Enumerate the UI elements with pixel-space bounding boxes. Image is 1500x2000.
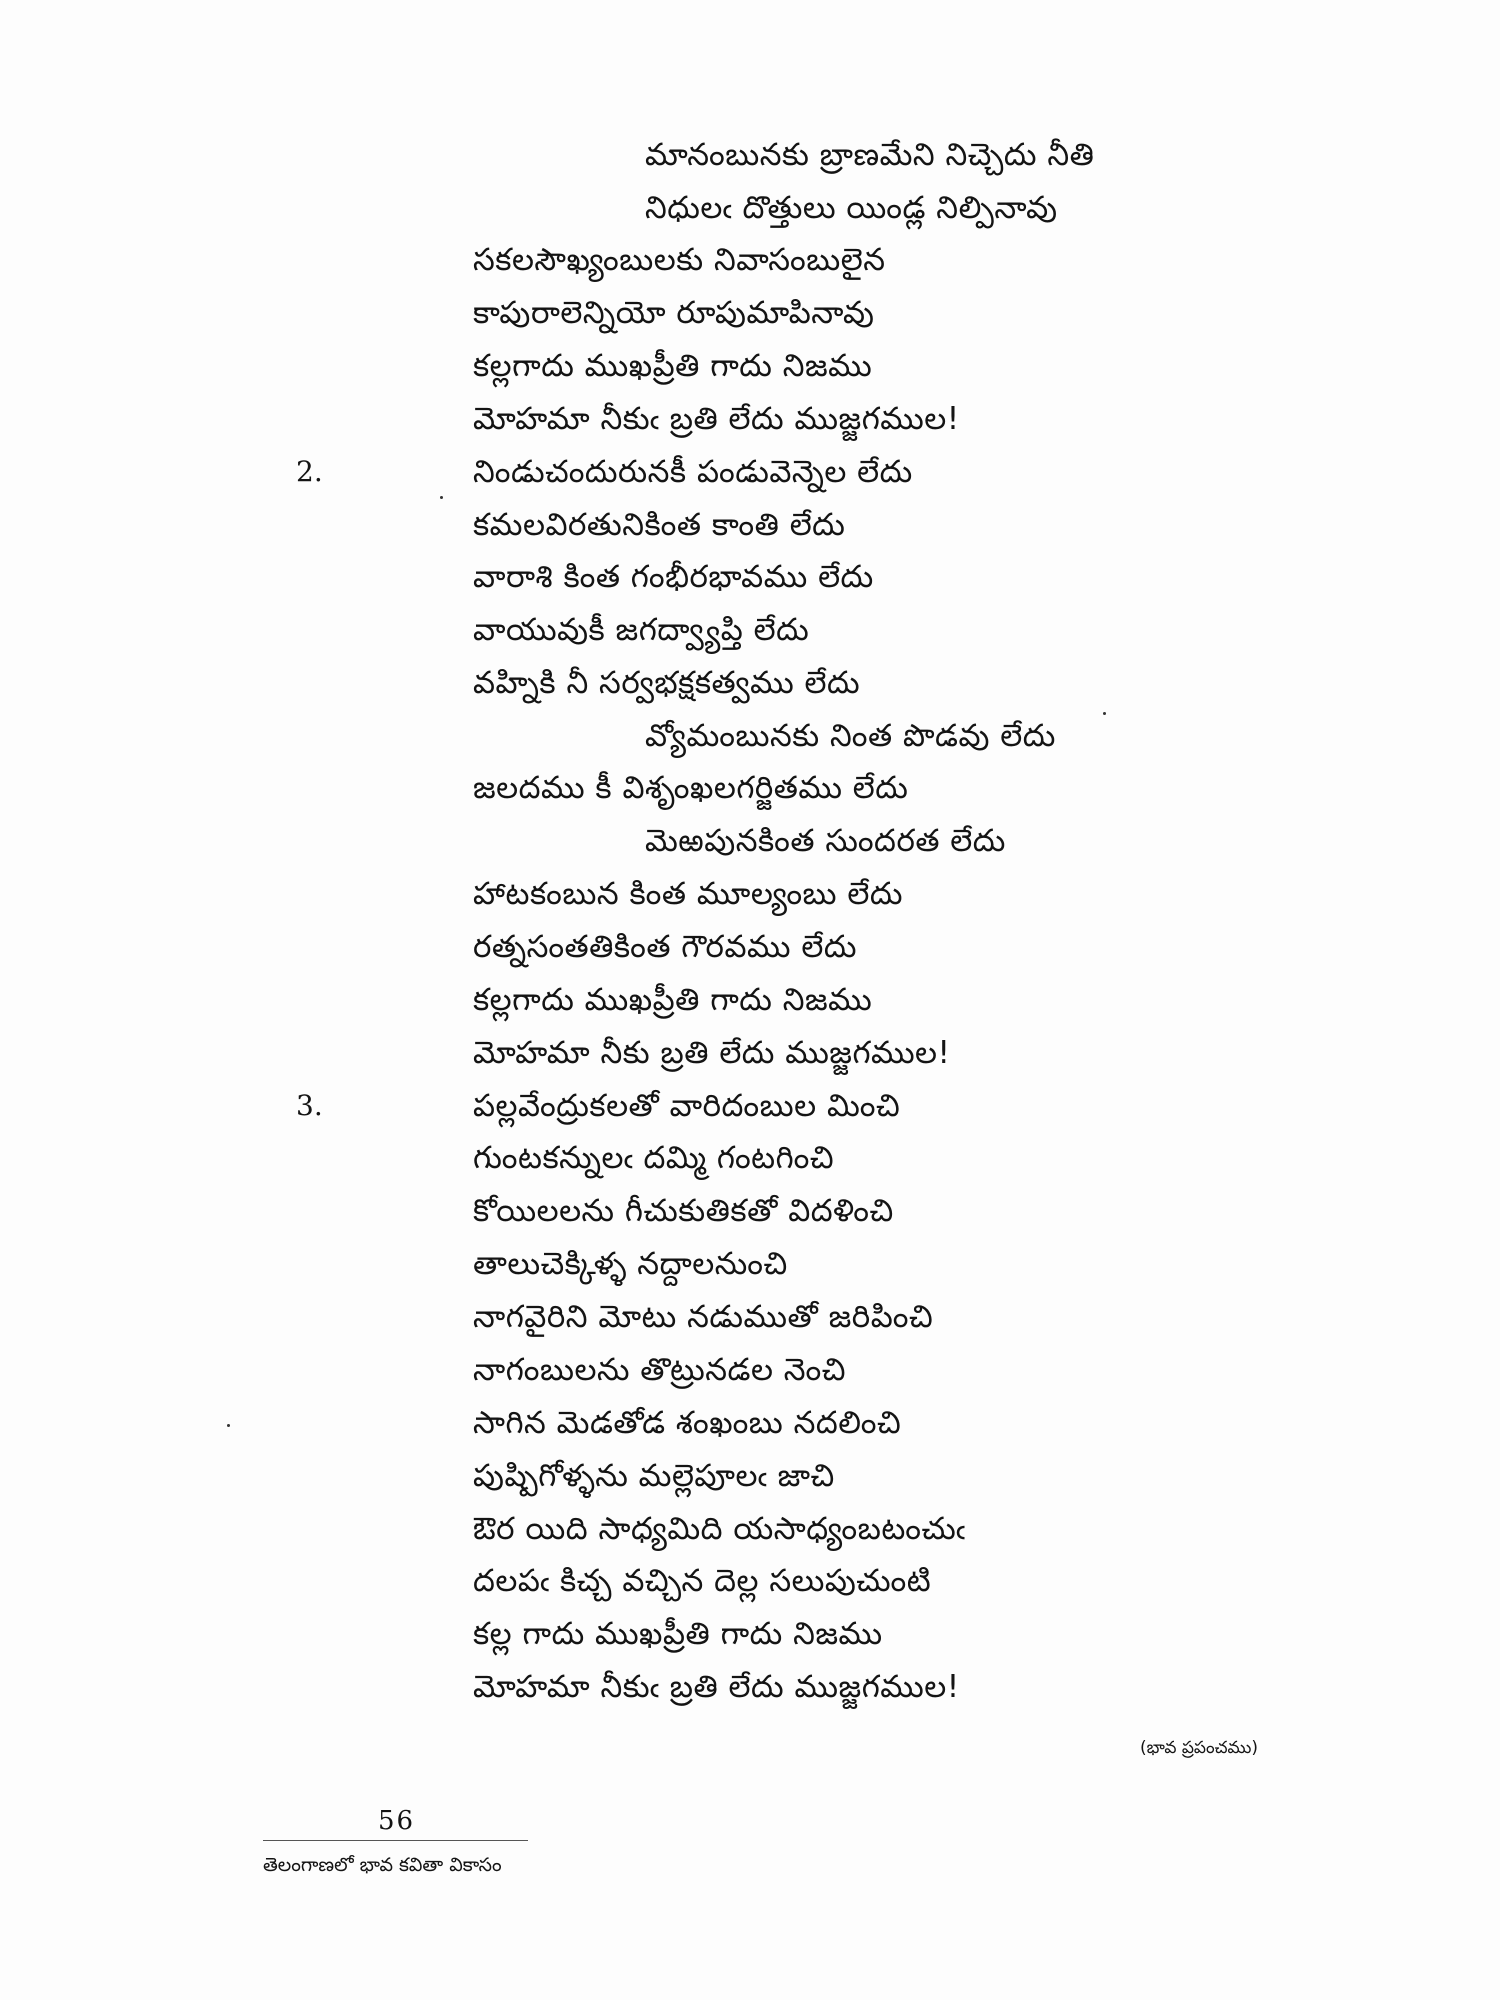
poem-line: పల్లవేంద్రుకలతో వారిదంబుల మించి	[473, 1088, 901, 1124]
poem-line: పుష్పిగోళ్ళను మల్లెపూలఁ జాచి	[473, 1458, 835, 1494]
poem-line: నాగంబులను తొట్రునడల నెంచి	[473, 1352, 847, 1388]
poem-line: మెఱపునకింత సుందరత లేదు	[645, 823, 1006, 859]
page-number: 56	[378, 1806, 416, 1836]
poem-line: తాలుచెక్కిళ్ళ నద్దాలనుంచి	[473, 1246, 788, 1282]
poem-line: సకలసౌఖ్యంబులకు నివాసంబులైన	[473, 242, 886, 278]
poem-line: కోయిలలను గీచుకుతికతో విదళించి	[473, 1193, 894, 1229]
footer-book-title: తెలంగాణలో భావ కవితా వికాసం	[263, 1854, 502, 1876]
poem-line: రత్నసంతతికింత గౌరవము లేదు	[473, 929, 857, 965]
poem-line: వహ్నికి నీ సర్వభక్షకత్వము లేదు	[473, 665, 861, 701]
poem-line: హాటకంబున కింత మూల్యంబు లేదు	[473, 876, 903, 912]
scan-speck	[227, 1424, 230, 1427]
source-attribution: (భావ ప్రపంచము)	[1140, 1738, 1259, 1758]
scan-speck	[440, 496, 443, 499]
poem-line: నిధులఁ దొత్తులు యిండ్ల నిల్పినావు	[645, 190, 1058, 226]
poem-line: కల్లగాదు ముఖప్రీతి గాదు నిజము	[473, 348, 873, 384]
footer-divider	[263, 1840, 528, 1841]
poem-line: జలదము కీ విశృంఖలగర్జితము లేదు	[473, 770, 909, 806]
poem-line: వ్యోమంబునకు నింత పొడవు లేదు	[645, 718, 1056, 754]
poem-line: కాపురాలెన్నియో రూపుమాపినావు	[473, 295, 875, 331]
poem-line: మోహమా నీకుఁ బ్రతి లేదు ముజ్జగముల!	[473, 401, 960, 437]
poem-line: మోహమా నీకుఁ బ్రతి లేదు ముజ్జగముల!	[473, 1669, 960, 1705]
poem-line: దలపఁ కిచ్చ వచ్చిన దెల్ల సలుపుచుంటి	[473, 1563, 932, 1599]
poem-line: కమలవిరతునికింత కాంతి లేదు	[473, 507, 846, 543]
stanza-number-2: 2.	[296, 455, 323, 488]
poem-line: మోహమా నీకు బ్రతి లేదు ముజ్జగముల!	[473, 1035, 951, 1071]
scan-speck	[1103, 712, 1106, 715]
poem-line: కల్లగాదు ముఖప్రీతి గాదు నిజము	[473, 982, 873, 1018]
poem-line: ఔర యిది సాధ్యమిది యసాధ్యంబటంచుఁ	[473, 1511, 966, 1547]
stanza-number-3: 3.	[296, 1089, 323, 1122]
poem-line: మానంబునకు బ్రాణమేని నిచ్చెదు నీతి	[645, 137, 1095, 173]
poem-line: కల్ల గాదు ముఖప్రీతి గాదు నిజము	[473, 1616, 883, 1652]
poem-line: వాయువుకీ జగద్వ్యాప్తి లేదు	[473, 612, 810, 648]
poem-line: వారాశి కింత గంభీరభావము లేదు	[473, 559, 874, 595]
poem-line: నాగవైరిని మోటు నడుముతో జరిపించి	[473, 1299, 934, 1335]
poem-line: సాగిన మెడతోడ శంఖంబు నదలించి	[473, 1405, 902, 1441]
poem-line: గుంటకన్నులఁ దమ్మి గంటగించి	[473, 1140, 835, 1176]
poem-line: నిండుచందురునకీ పండువెన్నెల లేదు	[473, 454, 913, 490]
